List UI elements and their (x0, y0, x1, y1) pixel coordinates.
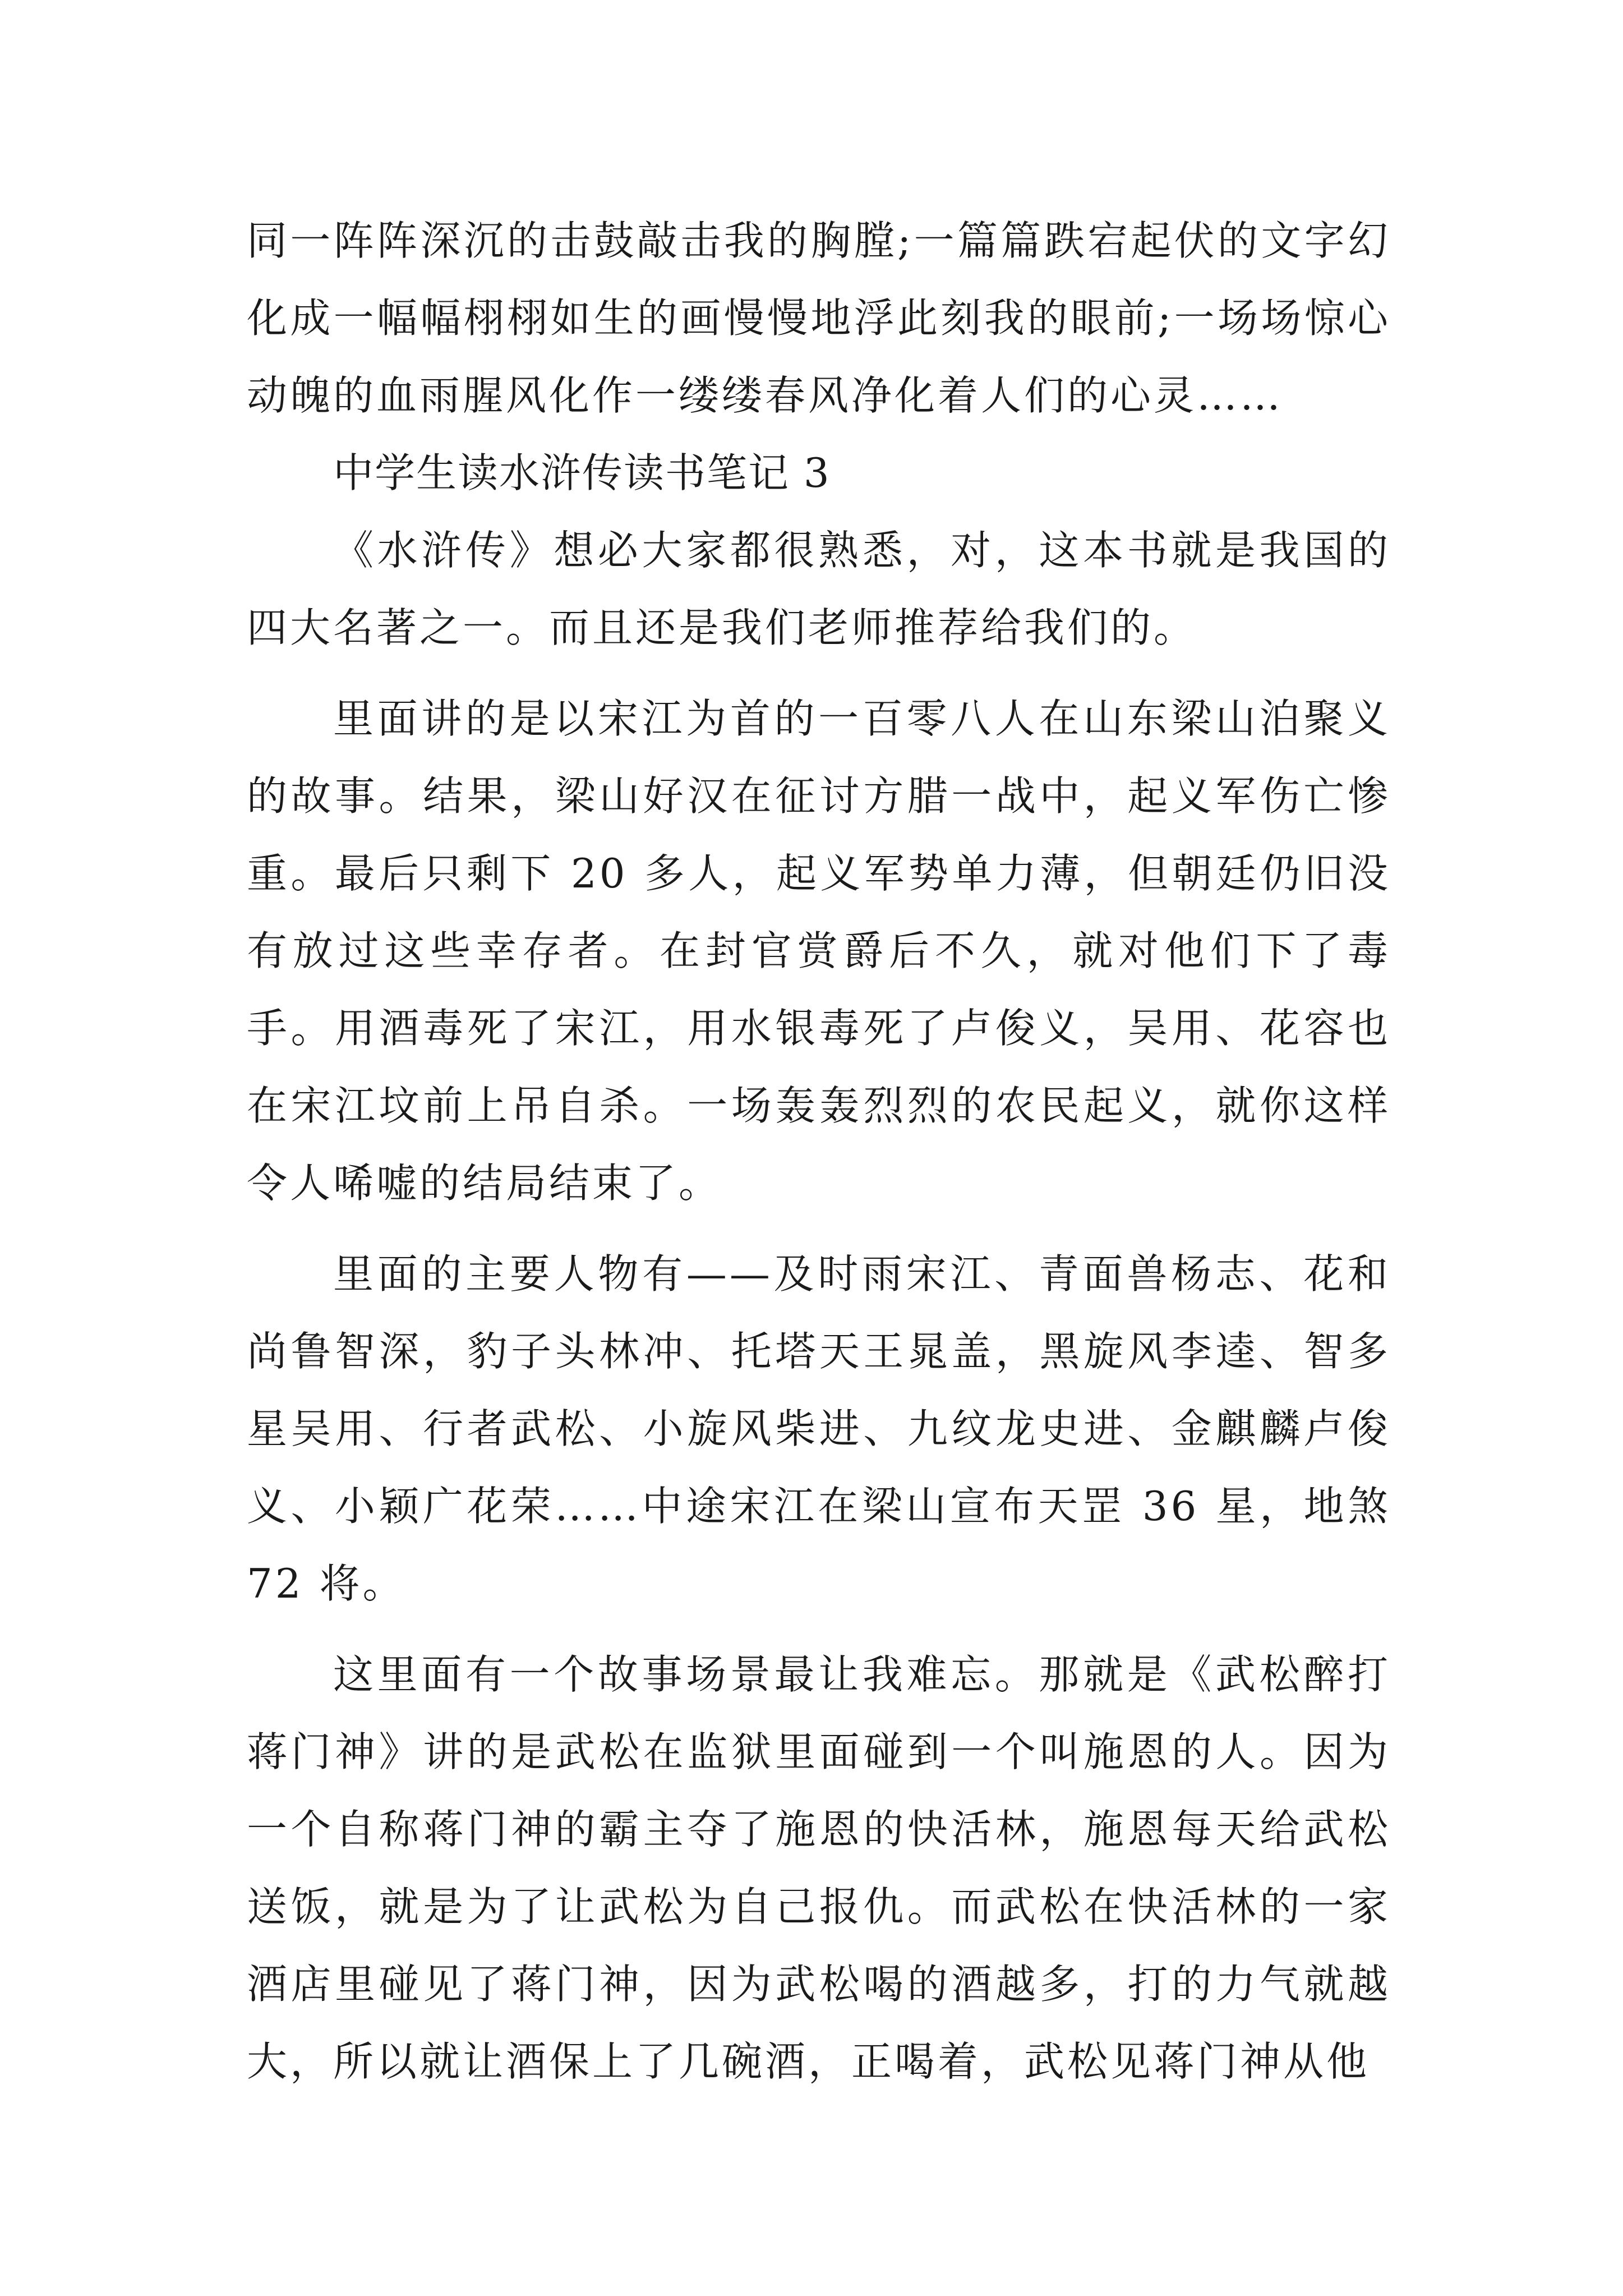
paragraph-favorite-scene: 这里面有一个故事场景最让我难忘。那就是《武松醉打蒋门神》讲的是武松在监狱里面碰到一个叫施恩的人。因为一个自称蒋门神的霸主夺了施恩的快活林，施恩每天给武松送饭，就是为了让武松为自己报仇。而武松在快活林的一家酒店里碰见了蒋门神，因为武松喝的酒越多，打的力气就越大，所以就让酒保上了几碗酒，正喝着，武松见蒋门神从他 (247, 1651, 1391, 2085)
paragraph-intro: 《水浒传》想必大家都很熟悉，对，这本书就是我国的四大名著之一。而且还是我们老师推荐给我们的。 (247, 527, 1391, 651)
body-text (247, 202, 1391, 2100)
section-title: 中学生读水浒传读书笔记 3 (333, 449, 831, 496)
paragraph-plot: 里面讲的是以宋江为首的一百零八人在山东梁山泊聚义的故事。结果，梁山好汉在征讨方腊一战中，起义军伤亡惨重。最后只剩下 20 多人，起义军势单力薄，但朝廷仍旧没有放过这些幸存者。在封官赏爵后不久，就对他们下了毒手。用酒毒死了宋江，用水银毒死了卢俊义，吴用、花容也在宋江坟前上吊自杀。一场轰轰烈烈的农民起义，就你这样令人唏嘘的结局结束了。 (247, 695, 1391, 1207)
continuation-paragraph: 同一阵阵深沉的击鼓敲击我的胸膛;一篇篇跌宕起伏的文字幻化成一幅幅栩栩如生的画慢慢地浮此刻我的眼前;一场场惊心动魄的血雨腥风化作一缕缕春风净化着人们的心灵…… (247, 217, 1391, 419)
paragraph-characters: 里面的主要人物有——及时雨宋江、青面兽杨志、花和尚鲁智深，豹子头林冲、托塔天王晁盖，黑旋风李逵、智多星吴用、行者武松、小旋风柴进、九纹龙史进、金麒麟卢俊义、小颖广花荣……中途宋江在梁山宣布天罡 36 星，地煞 72 将。 (247, 1250, 1391, 1607)
